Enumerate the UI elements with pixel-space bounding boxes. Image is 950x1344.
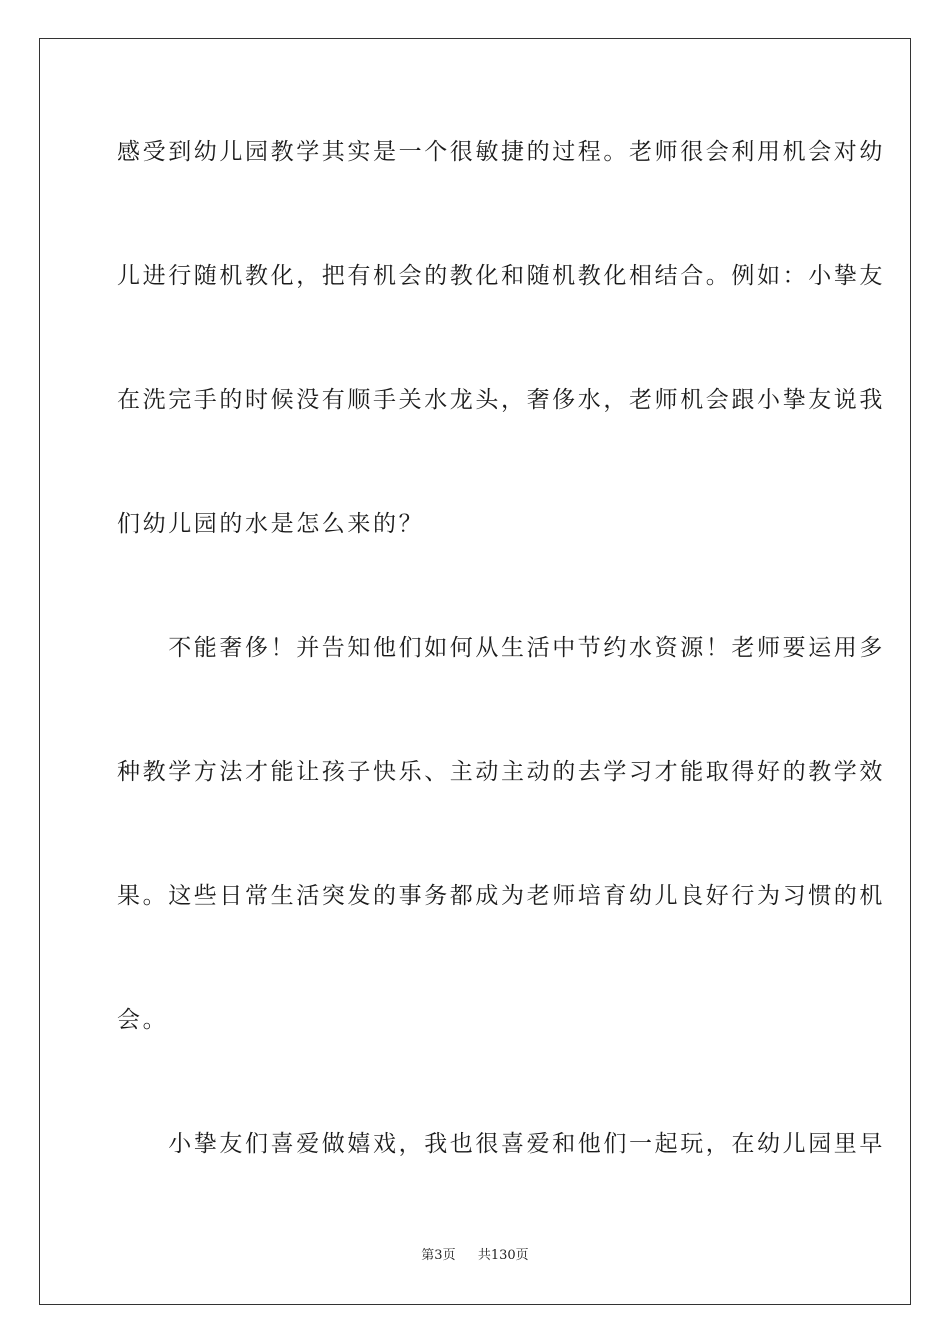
text-line: 种教学方法才能让孩子快乐、主动主动的去学习才能取得好的教学效	[117, 759, 885, 785]
page-border	[39, 38, 911, 1305]
total-pages: 共130页	[477, 1248, 529, 1263]
page-footer	[0, 1247, 950, 1265]
text-line: 们幼儿园的水是怎么来的？	[117, 511, 425, 537]
page-number: 第3页	[421, 1248, 456, 1263]
text-line: 果。这些日常生活突发的事务都成为老师培育幼儿良好行为习惯的机	[117, 883, 885, 909]
text-line: 感受到幼儿园教学其实是一个很敏捷的过程。老师很会利用机会对幼	[117, 139, 885, 165]
text-line: 小挚友们喜爱做嬉戏，我也很喜爱和他们一起玩，在幼儿园里早	[117, 1131, 885, 1157]
text-line: 在洗完手的时候没有顺手关水龙头，奢侈水，老师机会跟小挚友说我	[117, 387, 885, 413]
text-line: 儿进行随机教化，把有机会的教化和随机教化相结合。例如：小挚友	[117, 263, 885, 289]
text-line: 会。	[117, 1007, 169, 1033]
text-line: 不能奢侈！并告知他们如何从生活中节约水资源！老师要运用多	[117, 635, 885, 661]
